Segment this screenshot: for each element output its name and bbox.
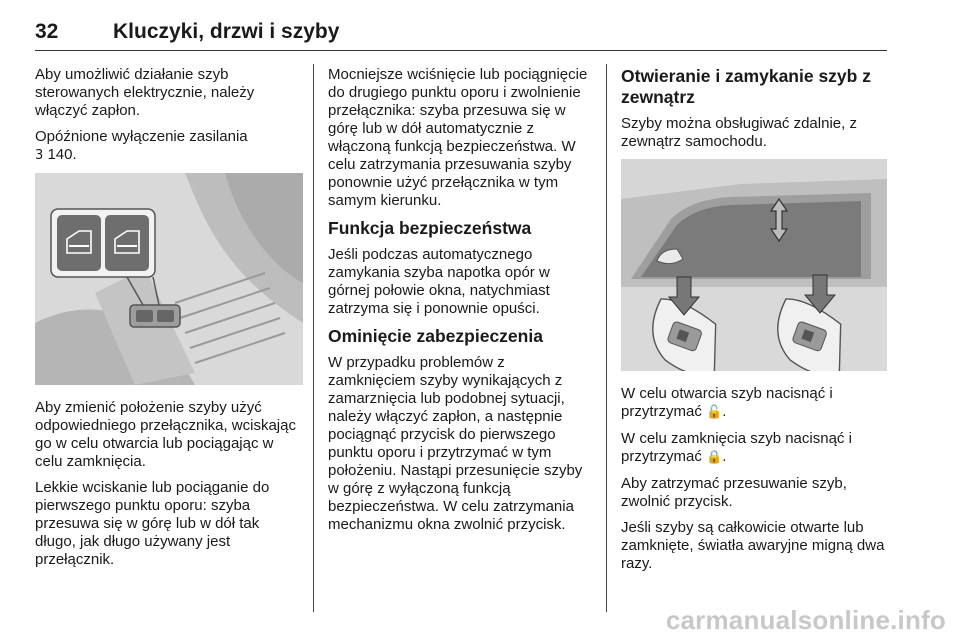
paragraph: Aby zmienić położenie szyby użyć odpowiedniego przełącznika, wciskając go w celu otwarcia lub pociągając w celu zamknięcia. [35,399,296,470]
unlock-icon: 🔓 [706,405,723,420]
paragraph-end: . [722,403,727,420]
page-reference: 140. [43,146,77,163]
paragraph-text: W celu otwarcia szyb nacisnąć i przytrzymać [621,385,833,420]
page-header [35,20,887,50]
column-3 [621,66,887,581]
paragraph-open-windows [621,385,887,422]
paragraph: Jeśli podczas automatycznego zamykania szyba napotka opór w górnej połowie okna, natychmiast zatrzyma się i ponownie opuści. [328,246,550,317]
window-switch-panel-image [35,173,303,385]
paragraph-with-ref [35,128,303,165]
paragraph-text: Opóźnione wyłączenie zasilania [35,128,248,145]
section-title: Kluczyki, drzwi i szyby [113,20,340,43]
lock-icon: 🔒 [706,450,723,465]
paragraph: Mocniejsze wciśnięcie lub pociągnięcie do drugiego punktu oporu i zwolnienie przełącznika: szyba przesuwa się w górę lub w dół automatycznie z włączoną funkcją bezpieczeństwa. W celu zatrzymania przesuwania szyby ponownie użyć przełącznika w tym samym kierunku. [328,66,588,209]
remote-key-window-image [621,159,887,371]
header-rule [35,50,887,51]
paragraph-close-windows [621,430,887,467]
page-reference-icon: 3 [35,148,44,163]
paragraph: Szyby można obsługiwać zdalnie, z zewnątrz samochodu. [621,115,857,150]
column-divider [606,64,607,612]
paragraph: Aby zatrzymać przesuwanie szyb, zwolnić przycisk. [621,475,847,510]
watermark: carmanualsonline.info [665,605,946,635]
subheading-remote-windows: Otwieranie i zamykanie szyb z zewnątrz [621,66,871,107]
subheading-override: Ominięcie zabezpieczenia [328,326,543,346]
subheading-safety-function: Funkcja bezpieczeństwa [328,218,532,238]
paragraph: Jeśli szyby są całkowicie otwarte lub zamknięte, światła awaryjne migną dwa razy. [621,519,885,572]
column-2 [328,66,593,542]
paragraph: W przypadku problemów z zamknięciem szyby wynikających z zamarznięcia lub podobnej sytuacji, należy włączyć zapłon, a następnie pociągnąć przycisk do pierwszego punktu oporu i przytrzymać w tym położeniu. Nastąpi przesunięcie szyby w górę z wyłączoną funkcją bezpieczeństwa. W celu zatrzymania mechanizmu okna zwolnić przycisk. [328,354,583,533]
page-number: 32 [35,20,59,43]
paragraph-end: . [722,448,727,465]
paragraph: Lekkie wciskanie lub pociąganie do pierwszego punktu oporu: szyba przesuwa się w górę lub w dół tak długo, jak długo używany jest przełącznik. [35,479,270,568]
paragraph-text: W celu zamknięcia szyb nacisnąć i przytrzymać [621,430,852,465]
column-1 [35,66,303,577]
column-divider [313,64,314,612]
paragraph: Aby umożliwić działanie szyb sterowanych elektrycznie, należy włączyć zapłon. [35,66,255,119]
